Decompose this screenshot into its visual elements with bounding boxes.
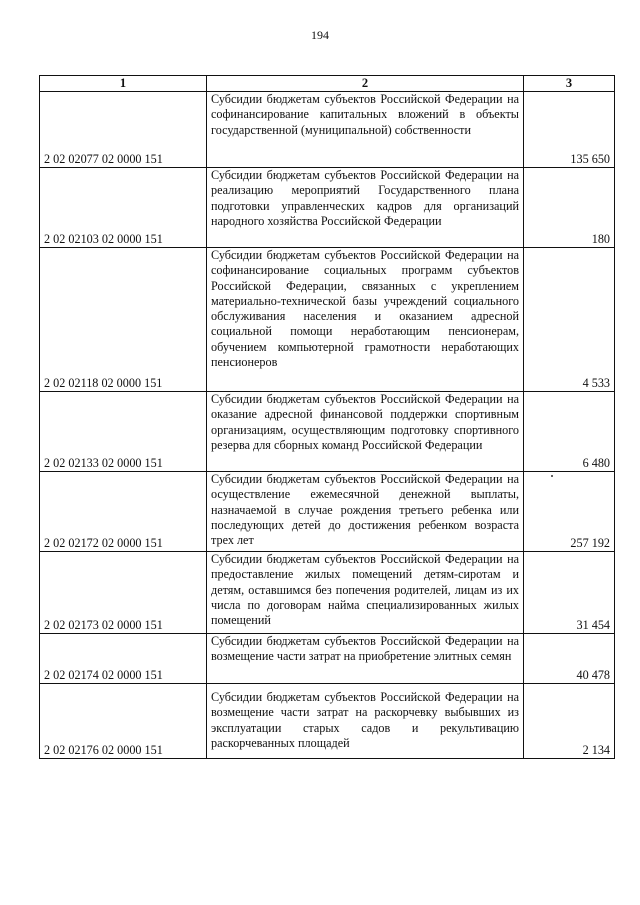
table-row: [40, 392, 615, 472]
budget-table: [39, 75, 615, 759]
column-header-description: 2: [207, 76, 524, 92]
row-code: 2 02 02133 02 0000 151: [40, 392, 207, 472]
row-amount: 31 454: [524, 552, 615, 634]
table-header-row: [40, 76, 615, 92]
column-header-code: 1: [40, 76, 207, 92]
row-amount: 135 650: [524, 92, 615, 168]
row-amount: 4 533: [524, 248, 615, 392]
row-code: 2 02 02176 02 0000 151: [40, 684, 207, 759]
table-row: [40, 248, 615, 392]
row-code: 2 02 02103 02 0000 151: [40, 168, 207, 248]
table-row: [40, 472, 615, 552]
row-amount: 2 134: [524, 684, 615, 759]
row-code: 2 02 02077 02 0000 151: [40, 92, 207, 168]
row-amount: 257 192: [524, 472, 615, 552]
row-description: Субсидии бюджетам субъектов Российской Федерации на предоставление жилых помещений детям-сиротам и детям, оставшимся без попечения родителей, лицам из их числа по договорам найма специализированных жилых помещений: [207, 552, 524, 634]
row-description: Субсидии бюджетам субъектов Российской Федерации на софинансирование социальных программ субъектов Российской Федерации, связанных с укреплением материально-технической базы учреждений социального обслуживания населения и оказанием адресной социальной помощи неработающим пенсионерам, обучением компьютерной грамотности неработающих пенсионеров: [207, 248, 524, 392]
row-code: 2 02 02174 02 0000 151: [40, 634, 207, 684]
table-row: [40, 92, 615, 168]
row-description: Субсидии бюджетам субъектов Российской Федерации на осуществление ежемесячной денежной выплаты, назначаемой в случае рождения третьего ребенка или последующих детей до достижения ребенком возраста трех лет: [207, 472, 524, 552]
row-amount: 6 480: [524, 392, 615, 472]
table-row: [40, 684, 615, 759]
row-code: 2 02 02172 02 0000 151: [40, 472, 207, 552]
row-amount: 40 478: [524, 634, 615, 684]
row-description: Субсидии бюджетам субъектов Российской Федерации на возмещение части затрат на приобретение элитных семян: [207, 634, 524, 684]
row-code: 2 02 02118 02 0000 151: [40, 248, 207, 392]
table-row: [40, 634, 615, 684]
page-number: 194: [311, 28, 329, 42]
row-description: Субсидии бюджетам субъектов Российской Федерации на реализацию мероприятий Государственного плана подготовки управленческих кадров для организаций народного хозяйства Российской Федерации: [207, 168, 524, 248]
column-header-amount: 3: [524, 76, 615, 92]
scan-speck: [551, 475, 553, 477]
row-amount: 180: [524, 168, 615, 248]
row-description: Субсидии бюджетам субъектов Российской Федерации на оказание адресной финансовой поддержки спортивным организациям, осуществляющим подготовку спортивного резерва для сборных команд Российской Федерации: [207, 392, 524, 472]
table-row: [40, 552, 615, 634]
row-description: Субсидии бюджетам субъектов Российской Федерации на софинансирование капитальных вложений в объекты государственной (муниципальной) собственности: [207, 92, 524, 168]
row-description: Субсидии бюджетам субъектов Российской Федерации на возмещение части затрат на раскорчевку выбывших из эксплуатации старых садов и рекультивацию раскорчеванных площадей: [207, 684, 524, 759]
table-row: [40, 168, 615, 248]
row-code: 2 02 02173 02 0000 151: [40, 552, 207, 634]
